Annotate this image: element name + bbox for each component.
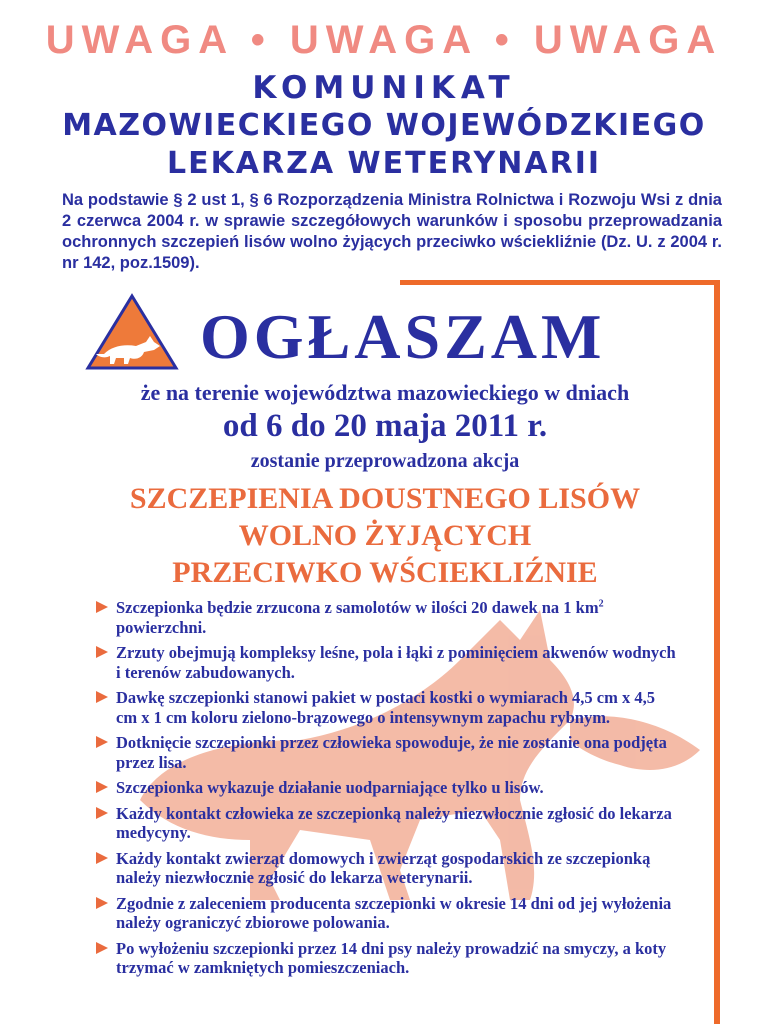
- bullet-arrow-icon: [96, 646, 108, 658]
- bullet-arrow-icon: [96, 897, 108, 909]
- bullet-arrow-icon: [96, 942, 108, 954]
- announcement-dates: od 6 do 20 maja 2011 r.: [222, 408, 548, 444]
- bullet-arrow-icon: [96, 807, 108, 819]
- announcement-line: że na terenie województwa mazowieckiego w dniach: [140, 380, 630, 405]
- title-mazowieckiego: MAZOWIECKIEGO WOJEWÓDZKIEGO: [62, 108, 706, 143]
- bullet-arrow-icon: [96, 781, 108, 793]
- list-item: Szczepionka wykazuje działanie uodparniające tylko u lisów.: [96, 778, 676, 798]
- list-item: Szczepionka będzie zrzucona z samolotów w ilości 20 dawek na 1 $km^2$ powierzchni.: [96, 598, 676, 637]
- title-lekarza: LEKARZA WETERYNARII: [166, 146, 602, 181]
- list-item: Zrzuty obejmują kompleksy leśne, pola i łąki z pominięciem akwenów wodnych i terenów zabudowanych.: [96, 643, 676, 682]
- action-title-line2: WOLNO ŻYJĄCYCH: [238, 519, 532, 552]
- list-item: Dotknięcie szczepionki przez człowieka spowoduje, że nie zostanie ona podjęta przez lisa.: [96, 733, 676, 772]
- announcement-heading: OGŁASZAM: [200, 301, 606, 372]
- frame-right-border: [714, 280, 720, 1024]
- list-item: Każdy kontakt człowieka ze szczepionką należy niezwłocznie zgłosić do lekarza medycyny.: [96, 804, 676, 843]
- list-item: Każdy kontakt zwierząt domowych i zwierząt gospodarskich ze szczepionką należy niezwłocznie zgłosić do lekarza weterynarii.: [96, 849, 676, 888]
- bullet-arrow-icon: [96, 736, 108, 748]
- bullet-arrow-icon: [96, 852, 108, 864]
- title-komunikat: KOMUNIKAT: [252, 70, 516, 106]
- fox-warning-sign-icon: [84, 292, 180, 372]
- uwaga-banner: UWAGA • UWAGA • UWAGA: [45, 18, 723, 62]
- list-item: Zgodnie z zaleceniem producenta szczepionki w okresie 14 dni od jej wyłożenia należy ograniczyć zbiorowe polowania.: [96, 894, 676, 933]
- bullet-arrow-icon: [96, 691, 108, 703]
- list-item: Po wyłożeniu szczepionki przez 14 dni psy należy prowadzić na smyczy, a koty trzymać w zamkniętych pomieszczeniach.: [96, 939, 676, 978]
- list-item: Dawkę szczepionki stanowi pakiet w postaci kostki o wymiarach 4,5 cm x 4,5 cm x 1 cm koloru zielono-brązowego o intensywnym zapachu rybnym.: [96, 688, 676, 727]
- info-bullet-list: [96, 598, 676, 984]
- legal-basis: Na podstawie § 2 ust 1, § 6 Rozporządzenia Ministra Rolnictwa i Rozwoju Wsi z dnia 2 czerwca 2004 r. w sprawie szczegółowych warunków i sposobu przeprowadzania ochronnych szczepień lisów wolno żyjących przeciwko wściekliźnie (Dz. U. z 2004 r. nr 142, poz.1509).: [62, 191, 722, 272]
- bullet-arrow-icon: [96, 601, 108, 613]
- frame-top-border: [400, 280, 720, 285]
- action-title-line3: PRZECIWKO WŚCIEKLIŹNIE: [172, 556, 598, 589]
- action-title-line1: SZCZEPIENIA DOUSTNEGO LISÓW: [129, 482, 641, 515]
- announcement-action-intro: zostanie przeprowadzona akcja: [250, 450, 520, 472]
